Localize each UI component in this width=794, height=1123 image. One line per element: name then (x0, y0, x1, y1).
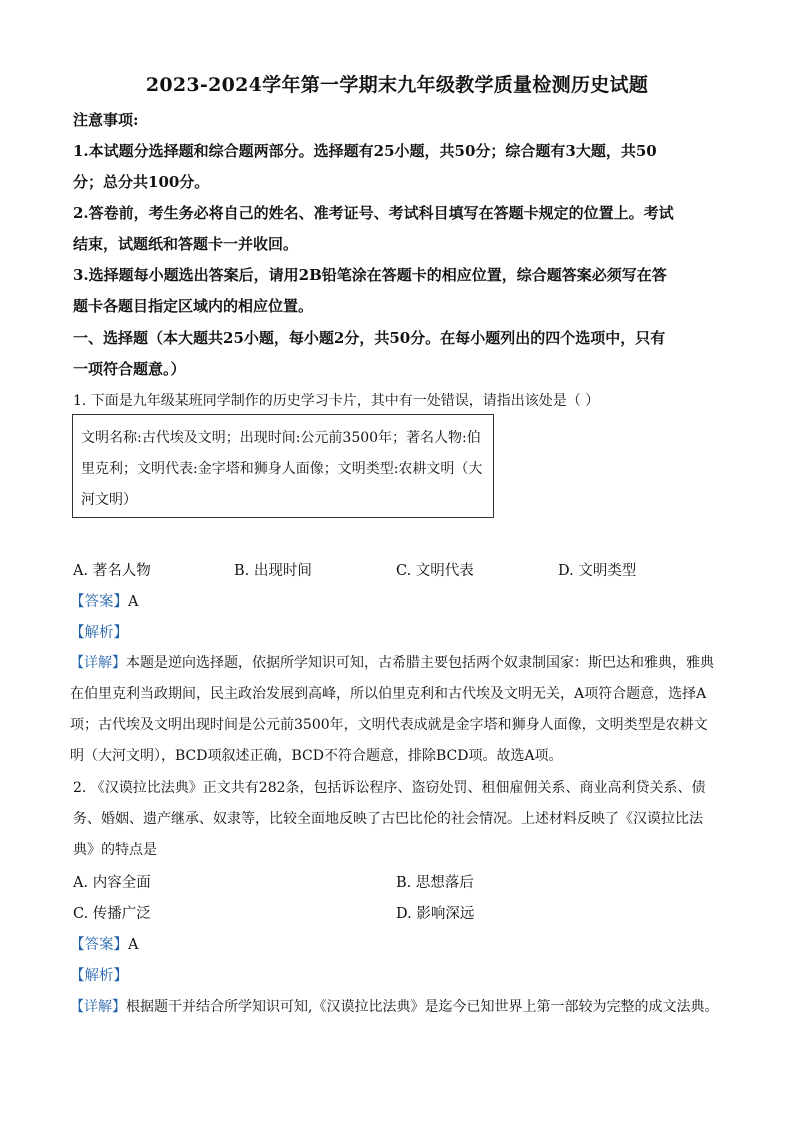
question-2-stem: 2. 《汉谟拉比法典》正文共有282条，包括诉讼程序、盗窃处罚、租佃雇佣关系、商业高利贷关系、债 (73, 780, 706, 796)
answer-row (70, 590, 730, 611)
notes-line: 分；总分共100分。 (73, 173, 210, 191)
option-b: B. 出现时间 (234, 563, 312, 579)
question-1-stem: 1. 下面是九年级某班同学制作的历史学习卡片，其中有一处错误，请指出该处是（ ） (73, 393, 600, 409)
notes-line: 题卡各题目指定区域内的相应位置。 (73, 297, 314, 315)
detail-line: 在伯里克利当政期间，民主政治发展到高峰，所以伯里克利和古代埃及文明无关，A项符合题意，选择A (70, 686, 707, 702)
option-d: D. 文明类型 (558, 563, 637, 579)
detail-label: 【详解】 (70, 999, 126, 1015)
option-a: A. 著名人物 (73, 563, 151, 579)
answer-row (70, 933, 730, 954)
notes-line: 1.本试题分选择题和综合题两部分。选择题有25小题，共50分；综合题有3大题，共50 (73, 142, 657, 160)
study-card (72, 414, 494, 518)
detail-label: 【详解】 (70, 655, 126, 671)
option-c: C. 传播广泛 (73, 906, 151, 922)
card-line: 里克利；文明代表:金字塔和狮身人面像；文明类型:农耕文明（大 (81, 461, 483, 477)
card-line: 河文明） (81, 492, 137, 508)
question-2-stem: 典》的特点是 (73, 842, 157, 858)
option-d: D. 影响深远 (396, 906, 475, 922)
answer-label: 【答案】 (70, 937, 128, 953)
notes-heading: 注意事项: (73, 111, 139, 129)
option-c: C. 文明代表 (396, 563, 474, 579)
detail-line: 项；古代埃及文明出现时间是公元前3500年，文明代表成就是金字塔和狮身人面像，文明类型是农耕文 (70, 717, 708, 733)
detail-line (70, 996, 730, 1016)
notes-line: 2.答卷前，考生务必将自己的姓名、准考证号、考试科目填写在答题卡规定的位置上。考试 (73, 204, 674, 222)
answer-value: A (128, 937, 139, 953)
detail-line (70, 652, 730, 672)
card-line: 文明名称:古代埃及文明；出现时间:公元前3500年；著名人物:伯 (81, 430, 481, 446)
analysis-label: 【解析】 (70, 968, 128, 984)
option-a: A. 内容全面 (73, 875, 151, 891)
notes-line: 3.选择题每小题选出答案后，请用2B铅笔涂在答题卡的相应位置，综合题答案必须写在答 (73, 266, 667, 284)
option-b: B. 思想落后 (396, 875, 474, 891)
answer-value: A (128, 594, 139, 610)
detail-line: 明（大河文明），BCD项叙述正确，BCD不符合题意，排除BCD项。故选A项。 (70, 748, 563, 764)
analysis-row (70, 621, 730, 642)
detail-text: 根据题干并结合所学知识可知,《汉谟拉比法典》是迄今已知世界上第一部较为完整的成文法典。 (126, 999, 719, 1015)
section-heading: 一项符合题意。） (73, 360, 186, 378)
section-heading: 一、选择题（本大题共25小题，每小题2分，共50分。在每小题列出的四个选项中，只有 (73, 329, 666, 347)
detail-text: 本题是逆向选择题，依据所学知识可知，古希腊主要包括两个奴隶制国家：斯巴达和雅典，雅典 (126, 655, 714, 671)
page-title: 2023-2024学年第一学期末九年级教学质量检测历史试题 (145, 74, 649, 96)
analysis-row (70, 964, 730, 985)
question-2-stem: 务、婚姻、遗产继承、奴隶等，比较全面地反映了古巴比伦的社会情况。上述材料反映了《汉谟拉比法 (73, 811, 703, 827)
answer-label: 【答案】 (70, 594, 128, 610)
notes-line: 结束，试题纸和答题卡一并收回。 (73, 235, 299, 253)
analysis-label: 【解析】 (70, 625, 128, 641)
